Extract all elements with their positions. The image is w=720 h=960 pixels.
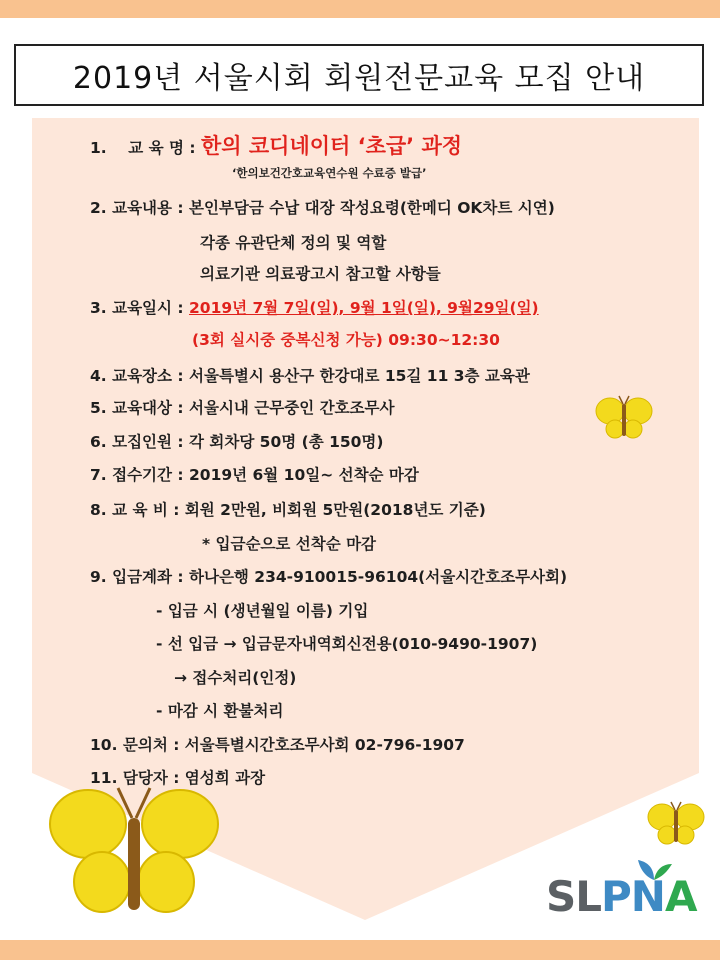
item-7: 7. 접수기간 : 2019년 6월 10일~ 선착순 마감	[90, 466, 419, 484]
item-10: 10. 문의처 : 서울특별시간호조무사회 02-796-1907	[90, 736, 465, 754]
item-2: 2. 교육내용 : 본인부담금 수납 대장 작성요령(한메디 OK차트 시연)	[90, 199, 555, 217]
item-1-note: ‘한의보건간호교육연수원 수료증 발급’	[232, 166, 427, 180]
item-1: 1. 교 육 명 : 한의 코디네이터 ‘초급’ 과정	[90, 134, 463, 158]
item-4: 4. 교육장소 : 서울특별시 용산구 한강대로 15길 11 3층 교육관	[90, 367, 530, 385]
item-9-sub2: - 선 입금 → 입금문자내역회신전용(010-9490-1907)	[156, 635, 538, 653]
item-5: 5. 교육대상 : 서울시내 근무중인 간호조무사	[90, 399, 395, 417]
item-8-note: * 입금순으로 선착순 마감	[202, 535, 377, 553]
butterfly-icon	[594, 394, 654, 444]
item-9-sub1: - 입금 시 (생년월일 이름) 기입	[156, 602, 369, 620]
bottom-band	[0, 940, 720, 960]
item-9-sub4: - 마감 시 환불처리	[156, 702, 284, 720]
butterfly-small-icon	[646, 800, 706, 850]
item-3-line2: (3회 실시중 중복신청 가능) 09:30~12:30	[192, 331, 500, 349]
page-title: 2019년 서울시회 회원전문교육 모집 안내	[72, 61, 646, 96]
item-11: 11. 담당자 : 염성희 과장	[90, 769, 266, 787]
logo: SLPNA	[546, 872, 697, 921]
item-2-line3: 의료기관 의료광고시 참고할 사항들	[200, 265, 441, 283]
course-name: 한의 코디네이터 ‘초급’ 과정	[201, 134, 463, 158]
item-9-sub3: → 접수처리(인정)	[174, 669, 297, 687]
item-9: 9. 입금계좌 : 하나은행 234-910015-96104(서울시간호조무사회)	[90, 568, 568, 586]
item-3: 3. 교육일시 : 2019년 7월 7일(일), 9월 1일(일), 9월29일(일)	[90, 299, 539, 317]
butterfly-large-icon	[44, 784, 224, 924]
item-2-line2: 각종 유관단체 정의 및 역할	[200, 234, 387, 252]
item-6: 6. 모집인원 : 각 회차당 50명 (총 150명)	[90, 433, 384, 451]
item-8: 8. 교 육 비 : 회원 2만원, 비회원 5만원(2018년도 기준)	[90, 501, 486, 519]
